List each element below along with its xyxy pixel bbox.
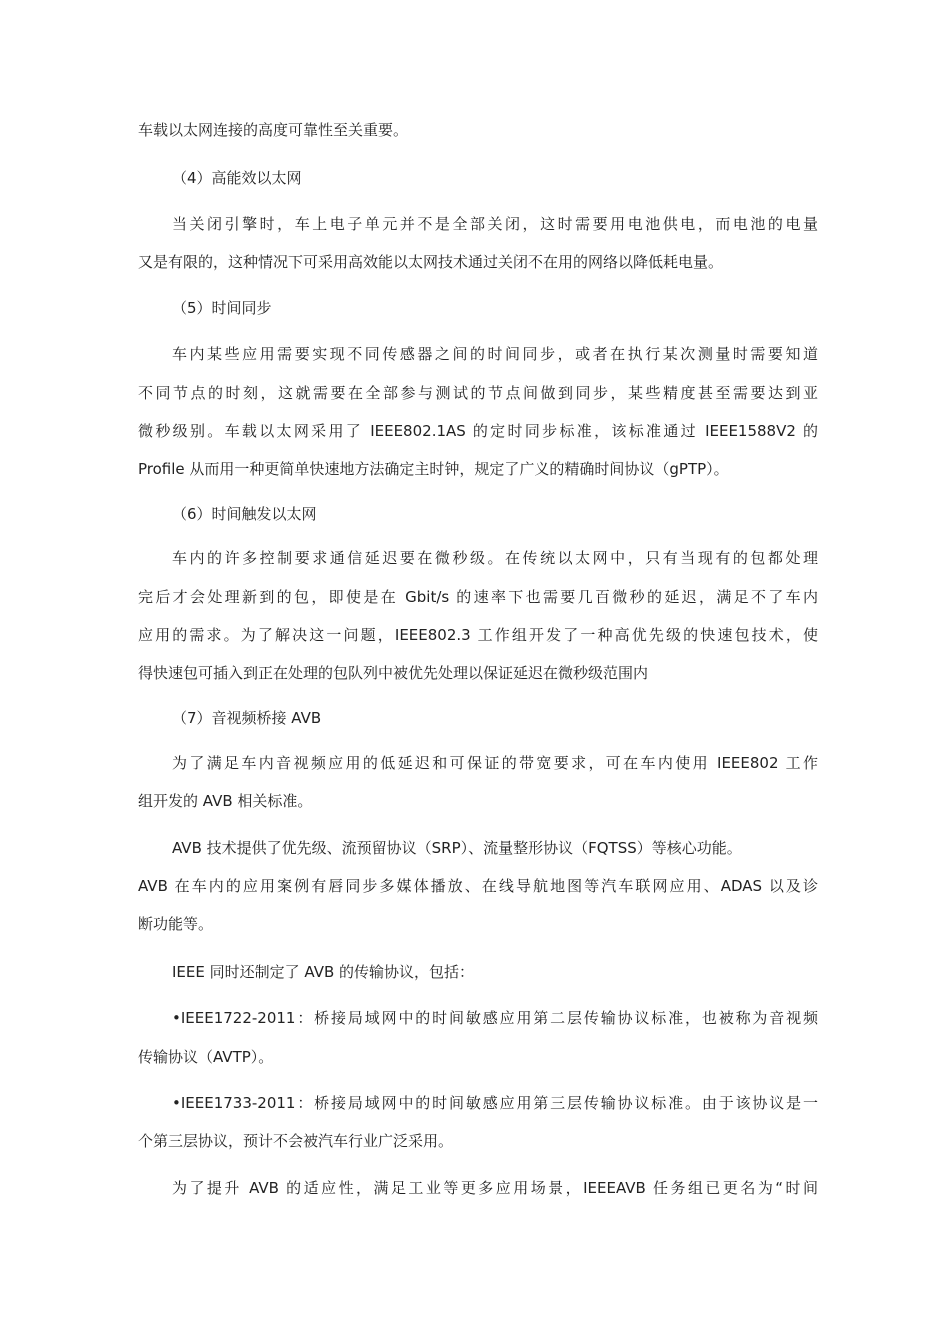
text-line: Profile 从而用一种更简单快速地方法确定主时钟，规定了广义的精确时间协议（gPTP）。 <box>138 460 729 478</box>
section-heading: （5）时间同步 <box>172 299 272 317</box>
text-line: 断功能等。 <box>138 915 214 933</box>
bullet-item: •IEEE1733-2011：桥接局域网中的时间敏感应用第三层传输协议标准。由于该协议是一 <box>172 1094 818 1112</box>
text-line: 组开发的 AVB 相关标准。 <box>138 792 313 810</box>
section-heading: （4）高能效以太网 <box>172 169 302 187</box>
text-line: 车载以太网连接的高度可靠性至关重要。 <box>138 121 409 139</box>
section-heading: （6）时间触发以太网 <box>172 505 317 523</box>
text-line: IEEE 同时还制定了 AVB 的传输协议，包括： <box>172 963 475 981</box>
text-line: 为了满足车内音视频应用的低延迟和可保证的带宽要求，可在车内使用 IEEE802 工作 <box>172 754 818 772</box>
section-heading: （7）音视频桥接 AVB <box>172 709 322 727</box>
text-line: 当关闭引擎时，车上电子单元并不是全部关闭，这时需要用电池供电，而电池的电量 <box>172 215 818 233</box>
text-line: 得快速包可插入到正在处理的包队列中被优先处理以保证延迟在微秒级范围内 <box>138 664 649 682</box>
text-line: 微秒级别。车载以太网采用了 IEEE802.1AS 的定时同步标准，该标准通过 IEEE1588V2 的 <box>138 422 818 440</box>
text-line: 个第三层协议，预计不会被汽车行业广泛采用。 <box>138 1132 454 1150</box>
text-line: 车内的许多控制要求通信延迟要在微秒级。在传统以太网中，只有当现有的包都处理 <box>172 549 818 567</box>
text-line: 不同节点的时刻，这就需要在全部参与测试的节点间做到同步，某些精度甚至需要达到亚 <box>138 384 818 402</box>
text-line: AVB 在车内的应用案例有唇同步多媒体播放、在线导航地图等汽车联网应用、ADAS 以及诊 <box>138 877 818 895</box>
bullet-item: •IEEE1722-2011：桥接局域网中的时间敏感应用第二层传输协议标准，也被称为音视频 <box>172 1009 818 1027</box>
text-line: 应用的需求。为了解决这一问题，IEEE802.3 工作组开发了一种高优先级的快速包技术，使 <box>138 626 818 644</box>
text-line: 传输协议（AVTP）。 <box>138 1048 274 1066</box>
text-line: 车内某些应用需要实现不同传感器之间的时间同步，或者在执行某次测量时需要知道 <box>172 345 818 363</box>
text-line: AVB 技术提供了优先级、流预留协议（SRP）、流量整形协议（FQTSS）等核心功能。 <box>172 839 742 857</box>
text-line: 完后才会处理新到的包，即使是在 Gbit/s 的速率下也需要几百微秒的延迟，满足不了车内 <box>138 588 818 606</box>
text-line: 又是有限的，这种情况下可采用高效能以太网技术通过关闭不在用的网络以降低耗电量。 <box>138 253 724 271</box>
text-line: 为了提升 AVB 的适应性，满足工业等更多应用场景，IEEEAVB 任务组已更名为“时间 <box>172 1179 818 1197</box>
